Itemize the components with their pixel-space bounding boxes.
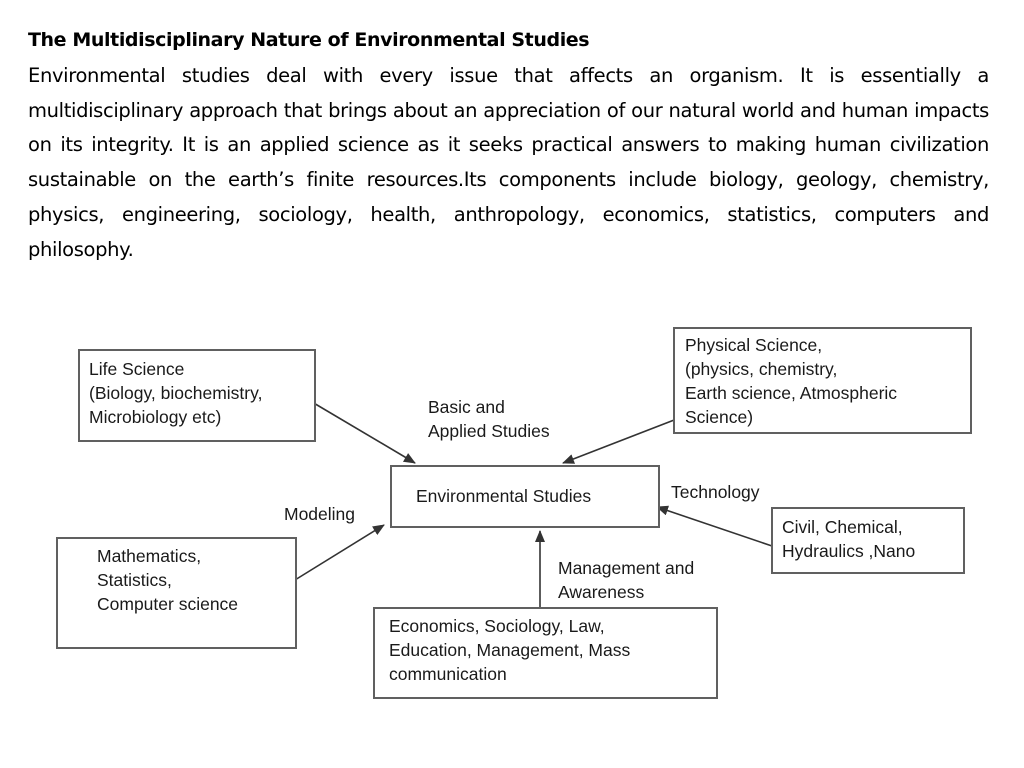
physical-science-text: Physical Science, (physics, chemistry, Earth science, Atmospheric Science)	[685, 335, 898, 427]
arrow-life-science	[312, 402, 415, 463]
environmental-studies-text: Environmental Studies	[416, 486, 592, 506]
math-text: Mathematics, Statistics, Computer science	[97, 546, 239, 614]
arrow-math	[282, 525, 384, 588]
intro-paragraph: Environmental studies deal with every issue that affects an organism. It is essentially a multidisciplinary approach that brings about an appreciation of our natural world and human impacts on its integrity. It is an applied science as it seeks practical answers to making human civilization sustainable on the earth’s finite resources.Its components include biology, geology, chemistry, physics, engineering, sociology, health, anthropology, economics, statistics, computers and philosophy.	[28, 64, 989, 261]
engineering-box	[771, 507, 965, 574]
environmental-studies-box	[390, 465, 660, 528]
social-science-text: Economics, Sociology, Law, Education, Management, Mass communication	[389, 616, 631, 684]
arrow-engineering	[657, 507, 772, 546]
label-basic-applied: Basic and Applied Studies	[428, 397, 550, 441]
physical-science-box	[673, 327, 972, 434]
math-box	[56, 537, 297, 649]
social-science-box	[373, 607, 718, 699]
engineering-text: Civil, Chemical, Hydraulics ,Nano	[782, 517, 916, 561]
slide-title: The Multidisciplinary Nature of Environmental Studies	[28, 29, 590, 51]
life-science-box	[78, 349, 316, 442]
life-science-text: Life Science (Biology, biochemistry, Microbiology etc)	[89, 359, 263, 427]
label-technology: Technology	[671, 482, 760, 502]
label-management: Management and Awareness	[558, 558, 695, 602]
label-modeling: Modeling	[284, 504, 356, 524]
